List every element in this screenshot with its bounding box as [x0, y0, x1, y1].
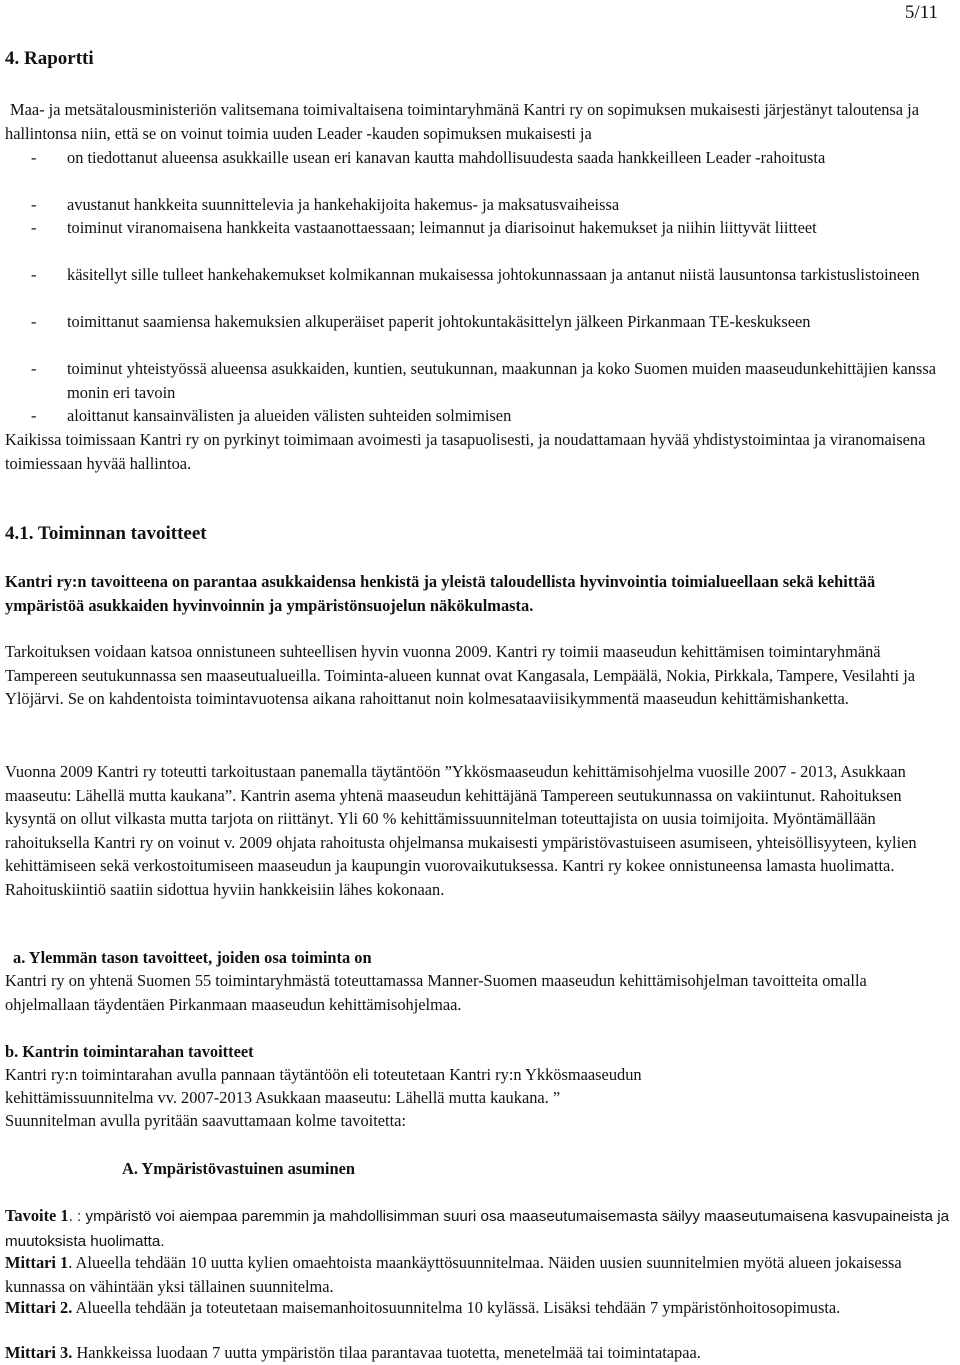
list-item [0, 263, 960, 287]
tavoite-label: Tavoite 1 [5, 1206, 69, 1225]
subsection-b-line2: kehittämissuunnitelma vv. 2007-2013 Asukkaan maaseutu: Lähellä mutta kaukana. ” [5, 1088, 561, 1107]
tavoite-1 [5, 1204, 955, 1253]
bullet-dash: - [31, 312, 37, 331]
section-4-intro: Maa- ja metsätalousministeriön valitsemana toimivaltaisena toimintaryhmänä Kantri ry on sopimuksen mukaisesti järjestänyt taloutensa ja hallintonsa niin, että se on voinut toimia uuden Leader -kauden sopimuksen mukaisesti ja [5, 100, 920, 143]
bullet-dash: - [31, 195, 37, 214]
subheading-a: a. Ylemmän tason tavoitteet, joiden osa toiminta on [13, 948, 372, 967]
list-item [0, 310, 960, 334]
paragraph: Vuonna 2009 Kantri ry toteutti tarkoitustaan panemalla täytäntöön ”Ykkösmaaseudun kehittämisohjelma vuosille 2007 - 2013, Asukkaan maaseutu: Lähellä mutta kaukana”. Kantrin asema yhtenä maaseudun kehittäjänä Tampereen seutukunnassa on vakiintunut. Rahoituksen kysyntä on ollut vilkasta mutta tarjota on riittänyt. Yli 60 % kehittämissuunnitelman toteuttajista on uusia toimijoita. Myöntämällään rahoituksella Kantri ry on voinut v. 2009 ohjata rahoitusta ohjelmansa mukaisesti ympäristövastuiseen asumiseen, yhteisöllisyyteen, kylien kehittämiseen sekä verkostoitumiseen maaseudun ja kaupungin vuorovaikutuksessa. Kantri ry kokee onnistuneensa lamasta huolimatta. Rahoituskiintiö saatiin sidottua hyviin hankkeisiin lähes kokonaan. [5, 762, 917, 899]
section-4-closing: Kaikissa toimissaan Kantri ry on pyrkinyt toimimaan avoimesti ja tasapuolisesti, ja noudattamaan hyvää yhdistystoimintaa ja viranomaisena toimiessaan hyvää hallintoa. [5, 430, 926, 473]
bullet-dash: - [31, 265, 37, 284]
bullet-dash: - [31, 218, 37, 237]
list-item [0, 357, 960, 404]
mittari-text: . Alueella tehdään 10 uutta kylien omaehtoista maankäyttösuunnitelmaa. Näiden uusien suunnitelmien myötä alueen jokaisessa kunnassa on vähintään yksi tällainen suunnitelma. [5, 1253, 902, 1296]
mittari-1 [5, 1251, 955, 1298]
list-item-text: toiminut viranomaisena hankkeita vastaanottaessaan; leimannut ja diarisoinut hakemukset ja niihin liittyvät liitteet [67, 218, 817, 237]
subsection-b-line1: Kantri ry:n toimintarahan avulla pannaan täytäntöön eli toteutetaan Kantri ry:n Ykkösmaaseudun [5, 1065, 642, 1084]
bullet-dash: - [31, 359, 37, 378]
list-item-text: käsitellyt sille tulleet hankehakemukset kolmikannan mukaisessa johtokunnassaan ja antanut niistä lausuntonsa tarkistuslistoineen [67, 265, 920, 284]
tavoite-text: . : ympäristö voi aiempaa paremmin ja mahdollisimman suuri osa maaseutumaisemasta säilyy maaseutumaisena kasvupaineista ja muutoksista huolimatta. [5, 1208, 950, 1250]
list-item [0, 404, 960, 428]
goal-statement: Kantri ry:n tavoitteena on parantaa asukkaidensa henkistä ja yleistä taloudellista hyvinvointia toimialueellaan sekä kehittää ympäristöä asukkaiden hyvinvoinnin ja ympäristönsuojelun näkökulmasta. [5, 572, 876, 615]
mittari-label: Mittari 2. [5, 1298, 73, 1317]
subheading-A: A. Ympäristövastuinen asuminen [122, 1159, 355, 1178]
mittari-2 [5, 1296, 955, 1320]
mittari-text: Hankkeissa luodaan 7 uutta ympäristön tilaa parantavaa tuotetta, menetelmää tai toimintatapaa. [72, 1343, 701, 1362]
bullet-dash: - [31, 406, 37, 425]
list-item-text: toiminut yhteistyössä alueensa asukkaiden, kuntien, seutukunnan, maakunnan ja koko Suomen muiden maaseudunkehittäjien kanssa monin eri tavoin [67, 359, 936, 402]
subsection-a-text: Kantri ry on yhtenä Suomen 55 toimintaryhmästä toteuttamassa Manner-Suomen maaseudun kehittämisohjelman tavoitteita omalla ohjelmallaan täydentäen Pirkanmaan maaseudun kehittämisohjelmaa. [5, 971, 867, 1014]
bullet-dash: - [31, 148, 37, 167]
section-4-heading: 4. Raportti [5, 48, 94, 69]
list-item [0, 146, 960, 170]
mittari-text: Alueella tehdään ja toteutetaan maisemanhoitosuunnitelma 10 kylässä. Lisäksi tehdään 7 ympäristönhoitosopimusta. [72, 1298, 841, 1317]
list-item [0, 216, 960, 240]
list-item-text: avustanut hankkeita suunnittelevia ja hankehakijoita hakemus- ja maksatusvaiheissa [67, 195, 620, 214]
page-number: 5/11 [904, 2, 938, 23]
list-item [0, 193, 960, 217]
subheading-b: b. Kantrin toimintarahan tavoitteet [5, 1042, 254, 1061]
mittari-label: Mittari 3. [5, 1343, 73, 1362]
list-item-text: aloittanut kansainvälisten ja alueiden välisten suhteiden solmimisen [67, 406, 512, 425]
list-item-text: toimittanut saamiensa hakemuksien alkuperäiset paperit johtokuntakäsittelyn jälkeen Pirkanmaan TE-keskukseen [67, 312, 811, 331]
paragraph: Tarkoituksen voidaan katsoa onnistuneen suhteellisen hyvin vuonna 2009. Kantri ry toimii maaseudun kehittämisen toimintaryhmänä Tampereen seutukunnassa sen maaseutualueilla. Toiminta-alueen kunnat ovat Kangasala, Lempäälä, Nokia, Pirkkala, Tampere, Vesilahti ja Ylöjärvi. Se on kahdentoista toimintavuotensa aikana rahoittanut noin kolmesataaviisikymmentä maaseudun kehittämishanketta. [5, 642, 916, 708]
mittari-3 [5, 1341, 955, 1365]
subsection-b-line3: Suunnitelman avulla pyritään saavuttamaan kolme tavoitetta: [5, 1111, 406, 1130]
section-41-heading: 4.1. Toiminnan tavoitteet [5, 523, 207, 544]
mittari-label: Mittari 1 [5, 1253, 69, 1272]
list-item-text: on tiedottanut alueensa asukkaille usean eri kanavan kautta mahdollisuudesta saada hankkeilleen Leader -rahoitusta [67, 148, 826, 167]
